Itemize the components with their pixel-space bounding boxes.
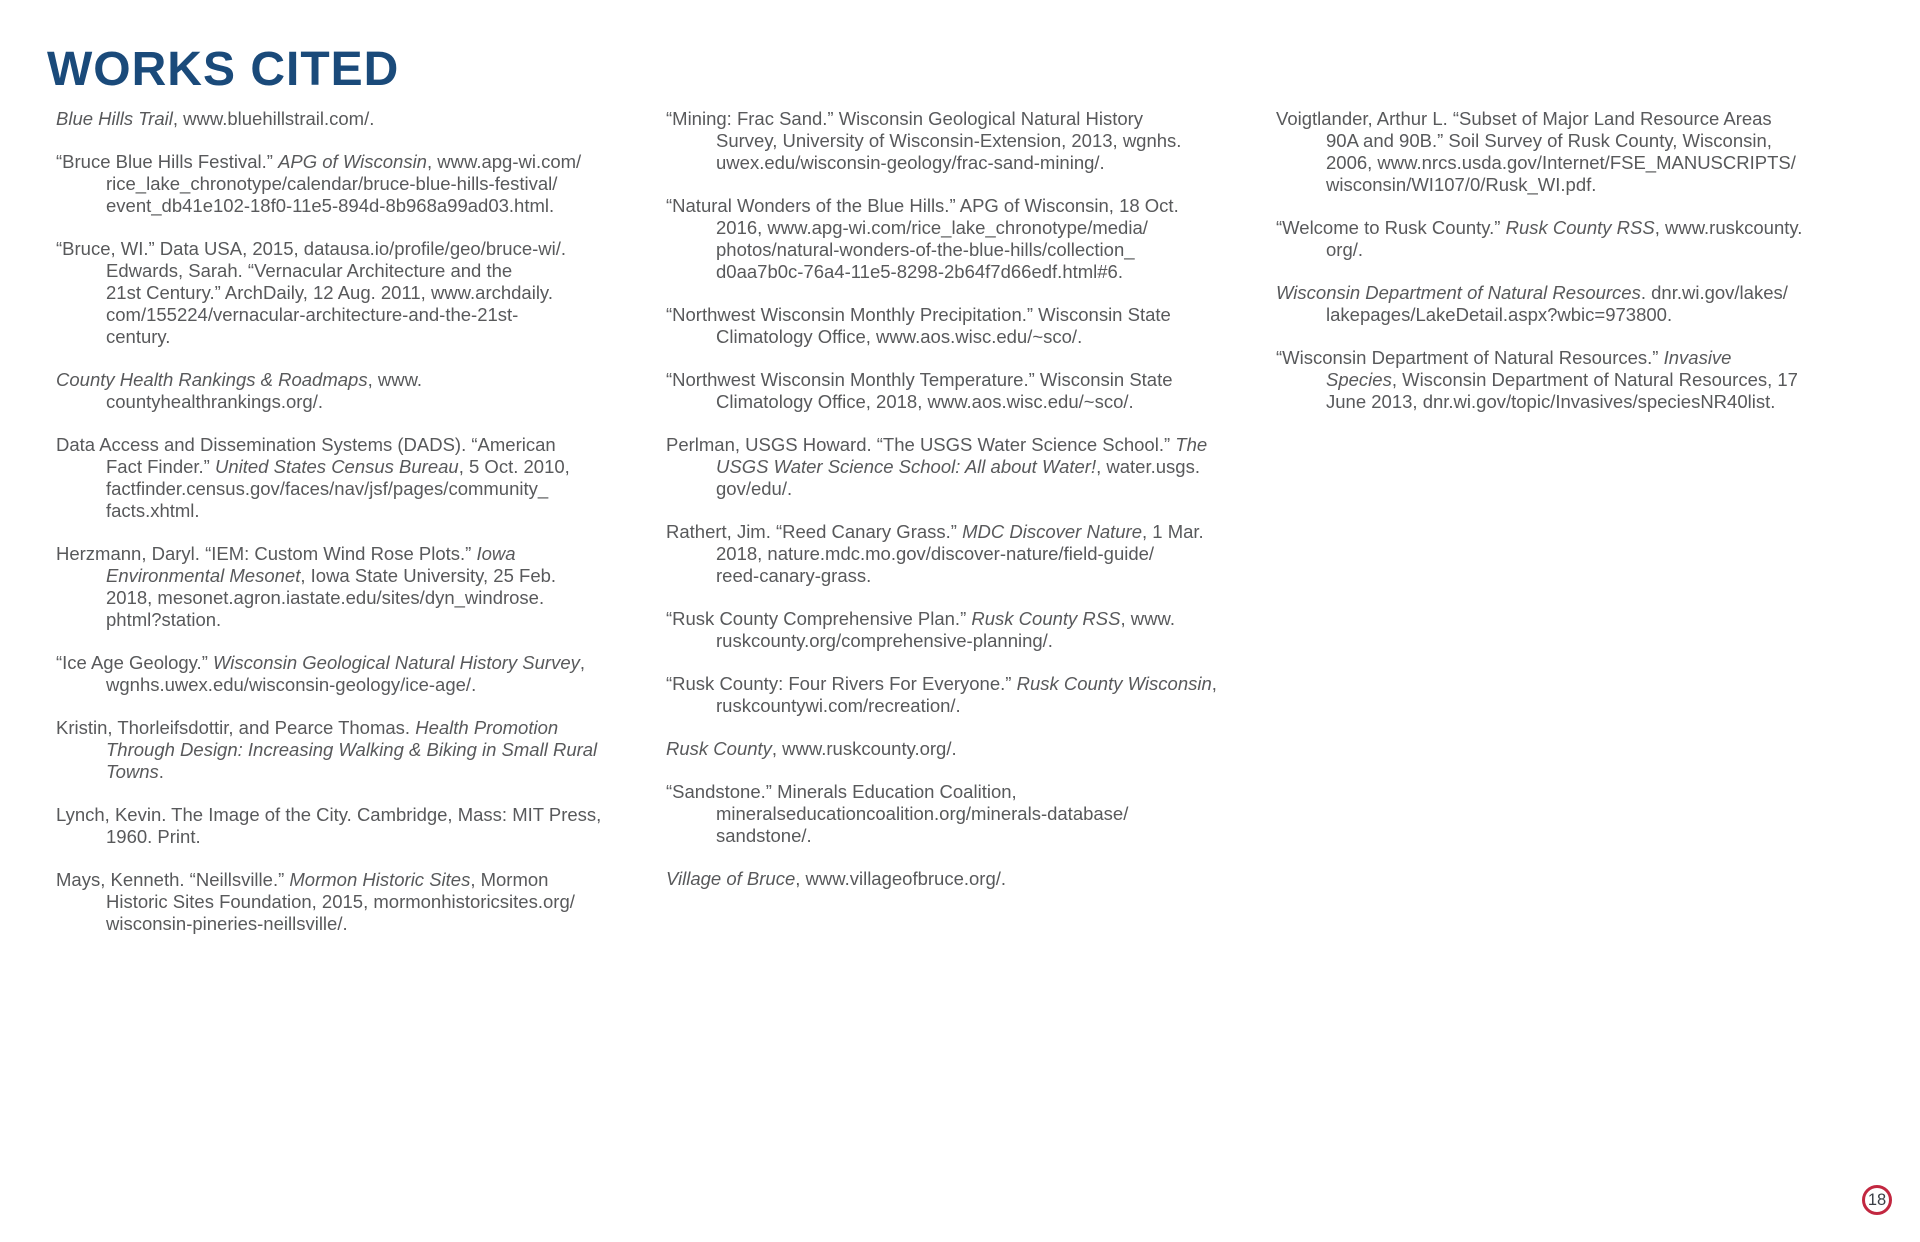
citation-line <box>1276 174 1876 196</box>
citation-line <box>56 804 656 826</box>
citation-text: Data Access and Dissemination Systems (DADS). “American <box>56 434 556 455</box>
citation-text: Lynch, Kevin. The Image of the City. Cambridge, Mass: MIT Press, <box>56 804 602 825</box>
citation-line <box>666 695 1266 717</box>
citation-text: wisconsin/WI107/0/Rusk_WI.pdf. <box>1326 174 1597 195</box>
citation-entry <box>56 717 656 783</box>
citation-line <box>56 565 656 587</box>
citation-line <box>666 108 1266 130</box>
citation-text: factfinder.census.gov/faces/nav/jsf/pages/community_ <box>106 478 549 499</box>
citation-line <box>666 565 1266 587</box>
citation-entry <box>1276 282 1876 326</box>
citation-line <box>666 195 1266 217</box>
citation-line <box>56 826 656 848</box>
citation-work-title: Towns <box>106 761 159 782</box>
citation-entry <box>666 781 1266 847</box>
citation-line <box>666 521 1266 543</box>
citation-work-title: Environmental Mesonet <box>106 565 301 586</box>
citation-line <box>666 608 1266 630</box>
citation-text: wgnhs.uwex.edu/wisconsin-geology/ice-age/. <box>106 674 477 695</box>
citation-work-title: County Health Rankings & Roadmaps <box>56 369 368 390</box>
citation-entry <box>666 108 1266 174</box>
citation-line <box>56 151 656 173</box>
citation-line <box>1276 347 1876 369</box>
citation-work-title: APG of Wisconsin <box>278 151 427 172</box>
page-number-badge <box>1862 1185 1892 1215</box>
citation-line <box>56 195 656 217</box>
citation-entry <box>666 304 1266 348</box>
citation-work-title: USGS Water Science School: All about Water! <box>716 456 1097 477</box>
citation-line <box>666 239 1266 261</box>
citation-work-title: Species <box>1326 369 1392 390</box>
citation-text: , www.apg-wi.com/ <box>426 151 582 172</box>
citation-line <box>56 674 656 696</box>
citation-text: wisconsin-pineries-neillsville/. <box>106 913 348 934</box>
citation-entry <box>666 673 1266 717</box>
citation-work-title: Blue Hills Trail <box>56 108 173 129</box>
citation-text: Rathert, Jim. “Reed Canary Grass.” <box>666 521 963 542</box>
citation-work-title: Rusk County <box>666 738 772 759</box>
citation-work-title: Wisconsin Geological Natural History Survey <box>213 652 580 673</box>
citation-text: 2018, mesonet.agron.iastate.edu/sites/dyn_windrose. <box>106 587 545 608</box>
citation-text: rice_lake_chronotype/calendar/bruce-blue-hills-festival/ <box>106 173 558 194</box>
citation-line <box>666 304 1266 326</box>
citation-line <box>666 868 1266 890</box>
citation-line <box>56 304 656 326</box>
citation-text: , <box>1211 673 1217 694</box>
citation-text: Herzmann, Daryl. “IEM: Custom Wind Rose Plots.” <box>56 543 477 564</box>
citation-line <box>56 500 656 522</box>
page-number: 18 <box>1867 1190 1887 1209</box>
citation-line <box>1276 108 1876 130</box>
citation-line <box>1276 369 1876 391</box>
citation-line <box>1276 217 1876 239</box>
citation-text: “Northwest Wisconsin Monthly Precipitation.” Wisconsin State <box>666 304 1171 325</box>
citation-text: Kristin, Thorleifsdottir, and Pearce Thomas. <box>56 717 416 738</box>
citation-line <box>666 781 1266 803</box>
citations-columns <box>56 108 1892 956</box>
citation-line <box>666 825 1266 847</box>
citation-line <box>1276 239 1876 261</box>
citation-line <box>666 217 1266 239</box>
citation-line <box>666 456 1266 478</box>
citation-text: , <box>579 652 586 673</box>
citation-line <box>56 173 656 195</box>
citation-text: 2016, www.apg-wi.com/rice_lake_chronotype/media/ <box>716 217 1148 238</box>
citation-line <box>666 326 1266 348</box>
citation-line <box>666 478 1266 500</box>
citation-work-title: Mormon Historic Sites <box>289 869 471 890</box>
citation-text: phtml?station. <box>106 609 222 630</box>
citation-text: event_db41e102-18f0-11e5-894d-8b968a99ad03.html. <box>106 195 555 216</box>
citation-entry <box>666 868 1266 890</box>
citation-text: “Ice Age Geology.” <box>56 652 213 673</box>
citation-entry <box>1276 108 1876 196</box>
citation-text: . dnr.wi.gov/lakes/ <box>1640 282 1788 303</box>
citation-column <box>666 108 1266 956</box>
citation-text: sandstone/. <box>716 825 812 846</box>
citation-work-title: MDC Discover Nature <box>962 521 1142 542</box>
citation-entry <box>56 434 656 522</box>
citation-work-title: Health Promotion <box>415 717 559 738</box>
citation-text: , www.ruskcounty. <box>1654 217 1803 238</box>
citation-text: 2006, www.nrcs.usda.gov/Internet/FSE_MANUSCRIPTS/ <box>1326 152 1796 173</box>
citation-line <box>1276 391 1876 413</box>
citation-text: “Rusk County: Four Rivers For Everyone.” <box>666 673 1017 694</box>
citation-text: ruskcounty.org/comprehensive-planning/. <box>716 630 1053 651</box>
citation-line <box>1276 130 1876 152</box>
citation-line <box>56 891 656 913</box>
citation-text: ruskcountywi.com/recreation/. <box>716 695 961 716</box>
citation-entry <box>56 369 656 413</box>
citation-text: lakepages/LakeDetail.aspx?wbic=973800. <box>1326 304 1673 325</box>
citation-column <box>1276 108 1876 956</box>
citation-text: Fact Finder.” <box>106 456 215 477</box>
citation-text: Voigtlander, Arthur L. “Subset of Major Land Resource Areas <box>1276 108 1772 129</box>
citation-line <box>56 456 656 478</box>
citation-line <box>1276 152 1876 174</box>
citation-work-title: Invasive <box>1663 347 1732 368</box>
citation-line <box>666 738 1266 760</box>
citation-text: . <box>158 761 164 782</box>
citation-text: , Wisconsin Department of Natural Resources, 17 <box>1391 369 1798 390</box>
citation-line <box>56 282 656 304</box>
citation-line <box>56 739 656 761</box>
citation-line <box>56 761 656 783</box>
citation-line <box>666 152 1266 174</box>
citation-entry <box>56 543 656 631</box>
citation-text: “Rusk County Comprehensive Plan.” <box>666 608 972 629</box>
citation-entry <box>1276 217 1876 261</box>
citation-text: Historic Sites Foundation, 2015, mormonhistoricsites.org/ <box>106 891 575 912</box>
citation-text: , www. <box>1120 608 1175 629</box>
citation-entry <box>56 804 656 848</box>
citation-entry <box>56 238 656 348</box>
citation-line <box>56 238 656 260</box>
citation-text: org/. <box>1326 239 1364 260</box>
citation-text: “Wisconsin Department of Natural Resources.” <box>1276 347 1664 368</box>
citation-line <box>1276 282 1876 304</box>
citation-line <box>666 434 1266 456</box>
citation-text: Survey, University of Wisconsin-Extension, 2013, wgnhs. <box>716 130 1182 151</box>
citation-line <box>56 869 656 891</box>
citation-work-title: Through Design: Increasing Walking & Biking in Small Rural <box>106 739 598 760</box>
citation-line <box>56 913 656 935</box>
citation-text: Edwards, Sarah. “Vernacular Architecture and the <box>106 260 513 281</box>
citation-text: Mays, Kenneth. “Neillsville.” <box>56 869 290 890</box>
citation-text: d0aa7b0c-76a4-11e5-8298-2b64f7d66edf.html#6. <box>716 261 1123 282</box>
citation-text: mineralseducationcoalition.org/minerals-database/ <box>716 803 1129 824</box>
citation-entry <box>56 108 656 130</box>
citation-line <box>666 369 1266 391</box>
citation-text: , www.ruskcounty.org/. <box>771 738 957 759</box>
citation-line <box>56 587 656 609</box>
citation-text: “Northwest Wisconsin Monthly Temperature.” Wisconsin State <box>666 369 1173 390</box>
citation-entry <box>56 151 656 217</box>
citation-line <box>56 478 656 500</box>
citation-line <box>56 609 656 631</box>
citation-text: , Mormon <box>470 869 549 890</box>
citation-text: photos/natural-wonders-of-the-blue-hills/collection_ <box>716 239 1135 260</box>
citation-text: “Bruce, WI.” Data USA, 2015, datausa.io/profile/geo/bruce-wi/. <box>56 238 567 259</box>
citation-text: , 1 Mar. <box>1142 521 1204 542</box>
citation-line <box>56 434 656 456</box>
citation-line <box>56 260 656 282</box>
citation-work-title: Iowa <box>476 543 516 564</box>
citation-text: June 2013, dnr.wi.gov/topic/Invasives/speciesNR40list. <box>1326 391 1776 412</box>
citation-text: century. <box>106 326 171 347</box>
citation-text: , www. <box>367 369 423 390</box>
citation-text: Climatology Office, 2018, www.aos.wisc.edu/~sco/. <box>716 391 1134 412</box>
citation-line <box>666 261 1266 283</box>
citation-text: “Sandstone.” Minerals Education Coalition, <box>666 781 1017 802</box>
citation-work-title: Rusk County RSS <box>971 608 1121 629</box>
citation-column <box>56 108 656 956</box>
citation-text: , www.villageofbruce.org/. <box>795 868 1007 889</box>
citation-line <box>666 543 1266 565</box>
citation-line <box>666 130 1266 152</box>
citation-text: , 5 Oct. 2010, <box>458 456 570 477</box>
citation-work-title: The <box>1175 434 1208 455</box>
citation-work-title: Wisconsin Department of Natural Resources <box>1276 282 1641 303</box>
citation-work-title: Rusk County RSS <box>1505 217 1655 238</box>
citation-entry <box>56 652 656 696</box>
citation-text: “Welcome to Rusk County.” <box>1276 217 1506 238</box>
citation-line <box>666 630 1266 652</box>
citation-text: , Iowa State University, 25 Feb. <box>300 565 557 586</box>
citation-text: reed-canary-grass. <box>716 565 872 586</box>
citation-entry <box>1276 347 1876 413</box>
citation-text: gov/edu/. <box>716 478 793 499</box>
citation-entry <box>666 434 1266 500</box>
citation-line <box>56 717 656 739</box>
citation-text: Climatology Office, www.aos.wisc.edu/~sco/. <box>716 326 1083 347</box>
citation-text: “Mining: Frac Sand.” Wisconsin Geological Natural History <box>666 108 1144 129</box>
citation-line <box>56 543 656 565</box>
citation-text: com/155224/vernacular-architecture-and-the-21st- <box>106 304 519 325</box>
citation-entry <box>666 195 1266 283</box>
citation-work-title: United States Census Bureau <box>214 456 459 477</box>
citation-work-title: Rusk County Wisconsin <box>1016 673 1212 694</box>
citation-text: countyhealthrankings.org/. <box>106 391 323 412</box>
citation-work-title: Village of Bruce <box>666 868 796 889</box>
citation-text: 21st Century.” ArchDaily, 12 Aug. 2011, www.archdaily. <box>106 282 553 303</box>
citation-entry <box>666 738 1266 760</box>
citation-text: 1960. Print. <box>106 826 201 847</box>
citation-text: “Bruce Blue Hills Festival.” <box>56 151 279 172</box>
citation-line <box>56 108 656 130</box>
citation-text: , www.bluehillstrail.com/. <box>172 108 375 129</box>
citation-text: “Natural Wonders of the Blue Hills.” APG of Wisconsin, 18 Oct. <box>666 195 1179 216</box>
citation-text: 90A and 90B.” Soil Survey of Rusk County, Wisconsin, <box>1326 130 1772 151</box>
citation-text: facts.xhtml. <box>106 500 200 521</box>
citation-line <box>666 391 1266 413</box>
citation-line <box>56 652 656 674</box>
citation-line <box>56 326 656 348</box>
citation-line <box>56 369 656 391</box>
citation-text: , water.usgs. <box>1096 456 1200 477</box>
citation-line <box>666 673 1266 695</box>
citation-text: Perlman, USGS Howard. “The USGS Water Science School.” <box>666 434 1176 455</box>
citation-line <box>1276 304 1876 326</box>
citation-entry <box>666 369 1266 413</box>
page-title: WORKS CITED <box>47 43 400 96</box>
citation-text: uwex.edu/wisconsin-geology/frac-sand-mining/. <box>716 152 1105 173</box>
citation-entry <box>666 521 1266 587</box>
citation-entry <box>666 608 1266 652</box>
citation-line <box>56 391 656 413</box>
citation-text: 2018, nature.mdc.mo.gov/discover-nature/field-guide/ <box>716 543 1155 564</box>
citation-line <box>666 803 1266 825</box>
citation-entry <box>56 869 656 935</box>
